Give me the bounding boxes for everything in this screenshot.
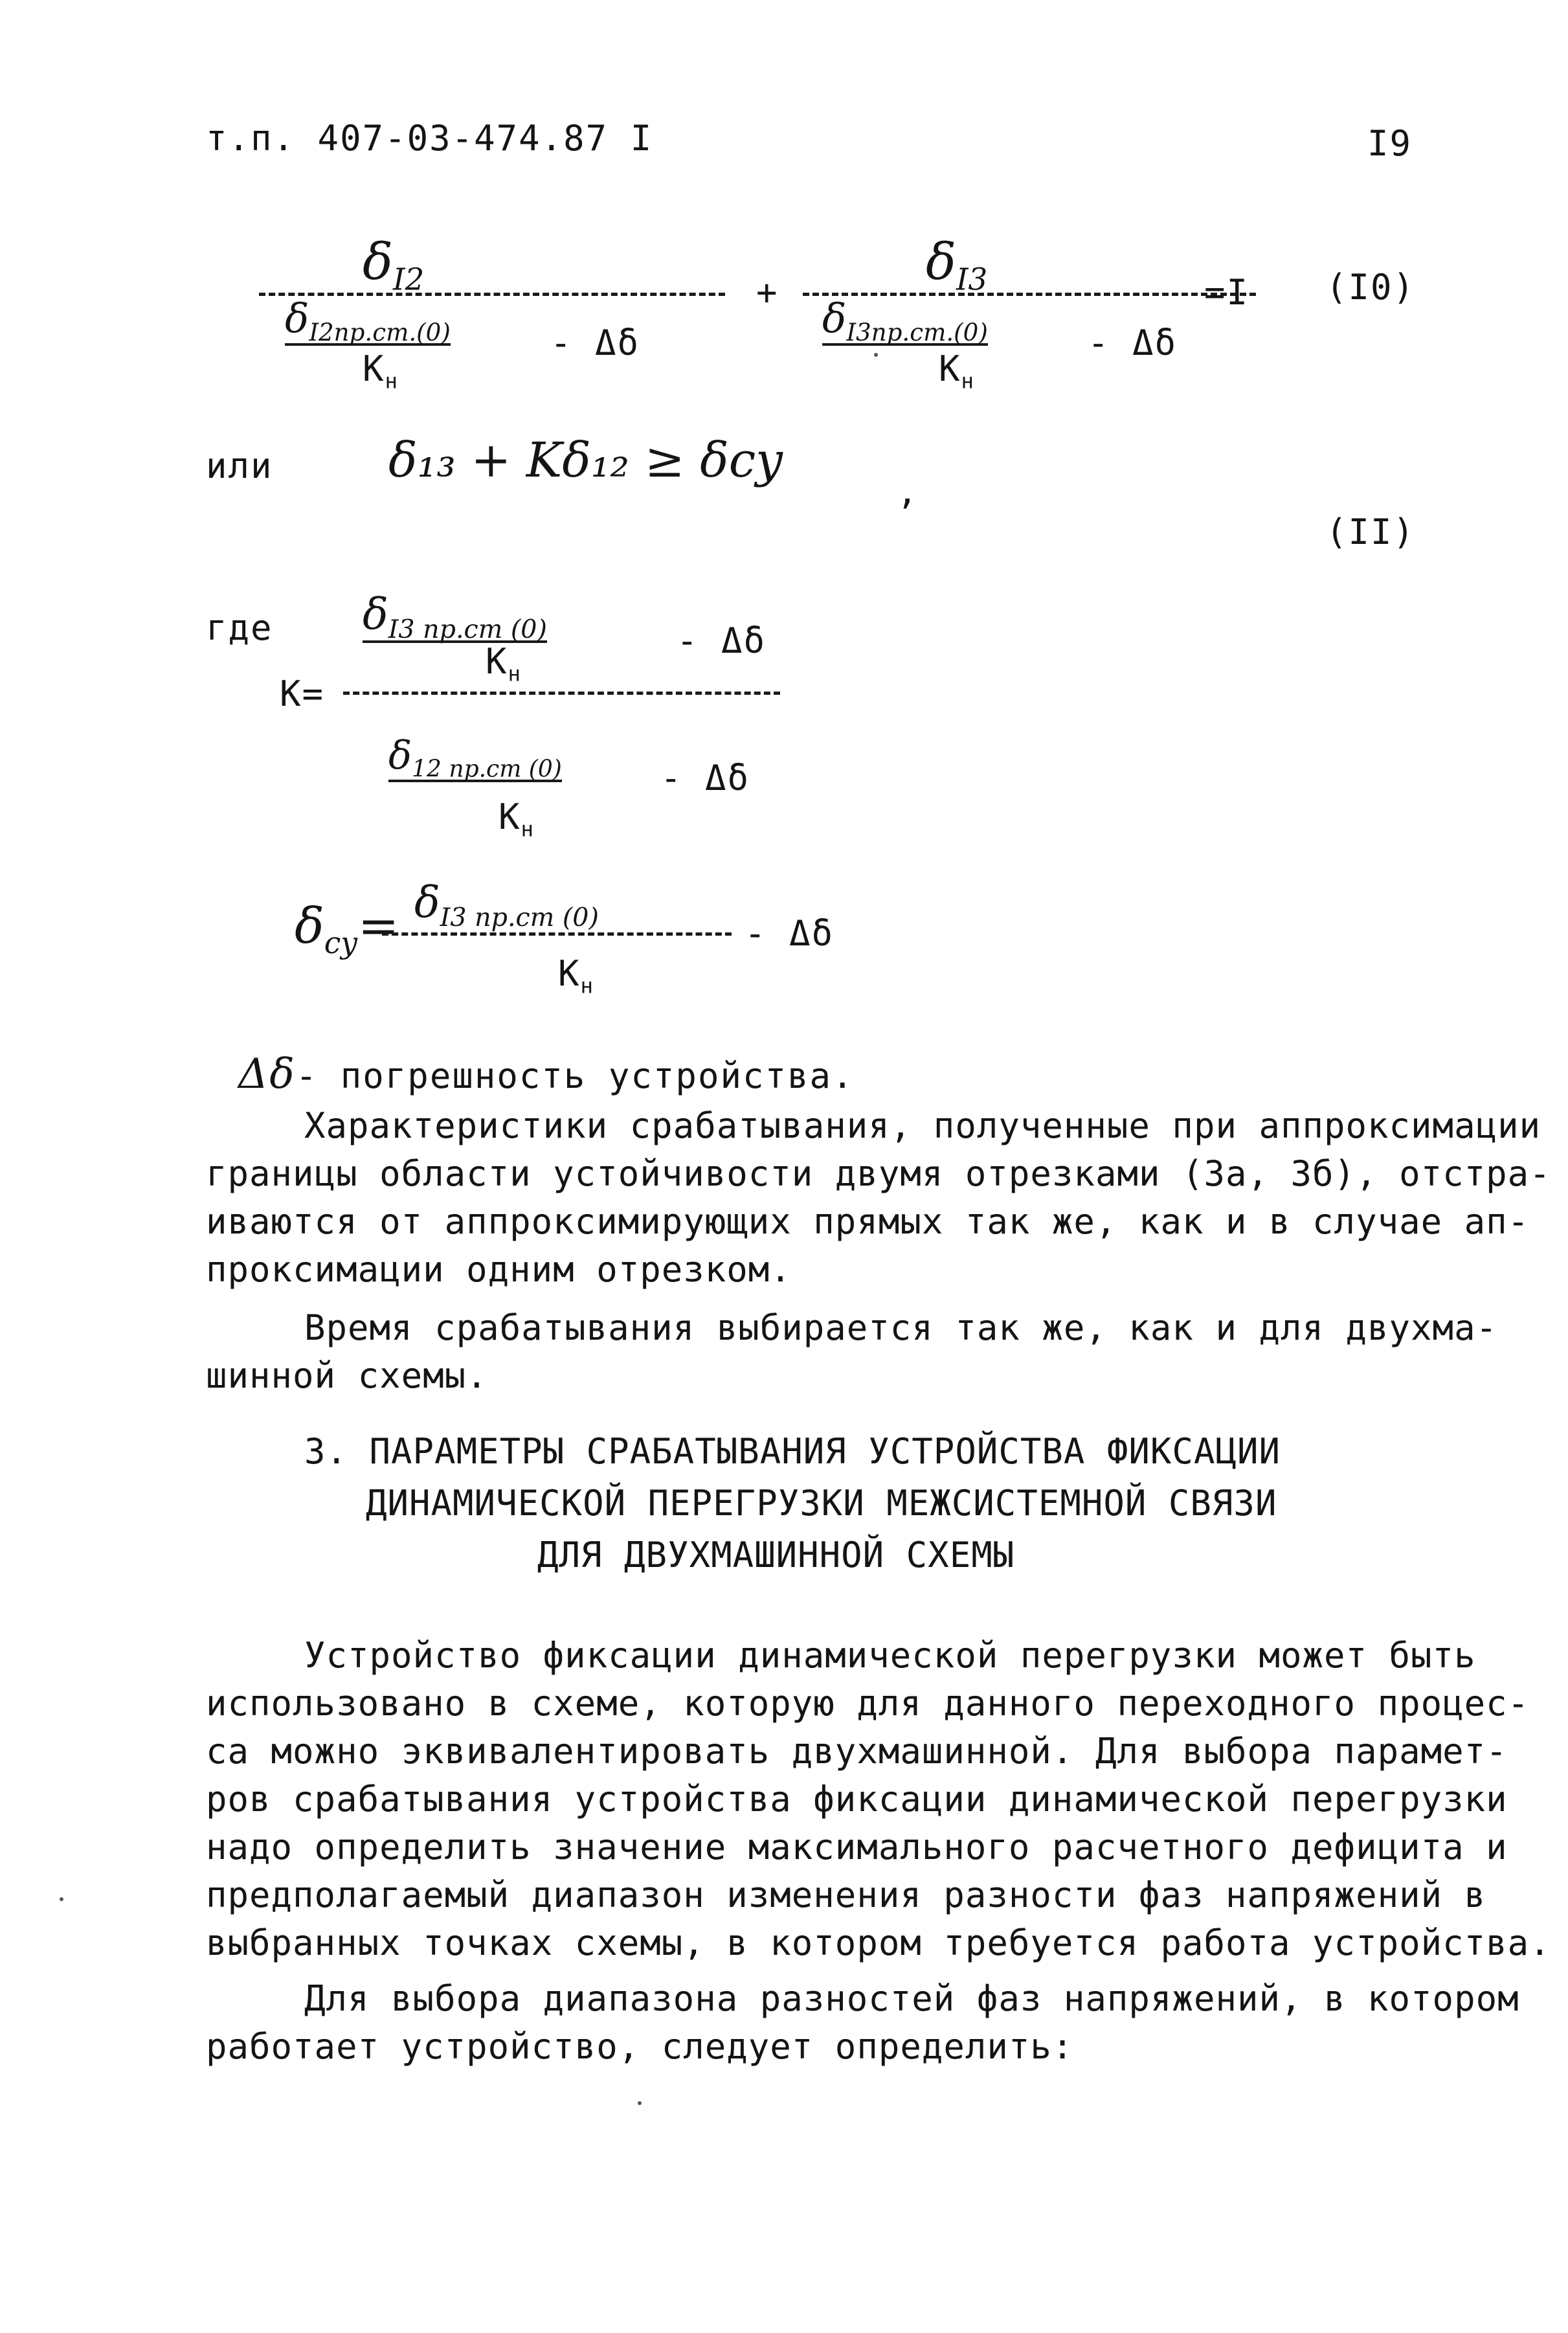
paragraph-2-line: Время срабатывания выбирается так же, как и для двухма- bbox=[304, 1307, 1498, 1348]
paragraph-1-line: проксимации одним отрезком. bbox=[206, 1249, 792, 1290]
paragraph-2 bbox=[206, 1304, 1497, 1400]
scan-speck bbox=[638, 2101, 642, 2105]
paragraph-3-line: Устройство фиксации динамической перегрузки может быть bbox=[304, 1635, 1476, 1676]
formula10-minus-delta-1: - Δδ bbox=[550, 322, 640, 363]
paragraph-4-line: Для выбора диапазона разностей фаз напряжений, в котором bbox=[304, 1978, 1519, 2019]
formula-k-main-fraction-line bbox=[343, 692, 780, 695]
page-number: I9 bbox=[1367, 123, 1413, 164]
paragraph-3-line: надо определить значение максимального расчетного дефицита и bbox=[206, 1827, 1508, 1867]
paragraph-4-line: работает устройство, следует определить: bbox=[206, 2026, 1074, 2067]
formula10-kn-1: $К_н$ bbox=[363, 348, 399, 394]
delta-symbol: Δδ bbox=[238, 1050, 296, 1098]
formula10-label: (I0) bbox=[1326, 267, 1416, 308]
paragraph-4 bbox=[206, 1975, 1519, 2071]
formula-k-where: где bbox=[206, 607, 273, 648]
paragraph-3-line: са можно эквивалентировать двухмашинной. Для выбора парамет- bbox=[206, 1731, 1508, 1772]
formula-dsu-kn: $К_н$ bbox=[558, 953, 595, 998]
delta-definition-text: - погрешность устройства. bbox=[295, 1055, 855, 1096]
formula-dsu-minus-delta: - Δδ bbox=[745, 913, 834, 954]
formula11-expression: δ₁₃ + Kδ₁₂ ≥ δсу bbox=[388, 433, 784, 488]
formula-k-bottom-kn: $К_н$ bbox=[498, 796, 535, 842]
formula11-comma: , bbox=[897, 471, 919, 512]
formula-dsu-numerator: $\delta_{I3 пр.ст (0)}$ bbox=[414, 877, 599, 932]
formula10-equals-one: =I bbox=[1204, 272, 1249, 313]
paragraph-1-line: границы области устойчивости двумя отрезками (3а, 3б), отстра- bbox=[206, 1153, 1551, 1194]
document-code: т.п. 407-03-474.87 I bbox=[206, 118, 653, 159]
paragraph-1-line: иваются от аппроксимирующих прямых так же, как и в случае ап- bbox=[206, 1201, 1530, 1242]
section-heading-line-3: ДЛЯ ДВУХМАШИННОЙ СХЕМЫ bbox=[537, 1535, 1015, 1575]
formula-k-bottom-minus-delta: - Δδ bbox=[660, 758, 750, 798]
formula10-den2: $\delta_{I3пр.ст.(0)}$ bbox=[822, 295, 988, 347]
paragraph-3-line: использовано в схеме, которую для данного переходного процес- bbox=[206, 1683, 1530, 1724]
paragraph-2-line: шинной схемы. bbox=[206, 1355, 488, 1396]
section-heading-line-1: 3. ПАРАМЕТРЫ СРАБАТЫВАНИЯ УСТРОЙСТВА ФИКСАЦИИ bbox=[304, 1431, 1281, 1472]
formula-k-equals: К= bbox=[280, 673, 325, 714]
formula11-label: (II) bbox=[1326, 512, 1416, 552]
paragraph-3-line: выбранных точках схемы, в котором требуется работа устройства. bbox=[206, 1922, 1551, 1963]
paragraph-3 bbox=[206, 1632, 1551, 1967]
formula-k-top-kn: $К_н$ bbox=[486, 641, 522, 686]
formula-k-top-minus-delta: - Δδ bbox=[677, 620, 767, 661]
paragraph-1-line: Характеристики срабатывания, полученные при аппроксимации bbox=[304, 1105, 1541, 1146]
formula-k-bottom-numerator: $\delta_{12 пр.ст (0)}$ bbox=[388, 733, 562, 783]
formula11-prefix: или bbox=[206, 445, 273, 486]
scan-speck bbox=[60, 1897, 63, 1901]
formula-dsu-fraction-line bbox=[382, 932, 732, 936]
formula10-minus-delta-2: - Δδ bbox=[1088, 322, 1178, 363]
paragraph-3-line: предполагаемый диапазон изменения разности фаз напряжений в bbox=[206, 1875, 1486, 1915]
paragraph-1 bbox=[206, 1102, 1551, 1294]
formula10-den1: $\delta_{I2пр.ст.(0)}$ bbox=[285, 295, 451, 347]
formula10-kn-2: $К_н$ bbox=[939, 348, 976, 394]
formula-k-top-numerator: $\delta_{I3 пр.ст (0)}$ bbox=[363, 589, 547, 644]
paragraph-3-line: ров срабатывания устройства фиксации динамической перегрузки bbox=[206, 1779, 1508, 1820]
section-heading-line-2: ДИНАМИЧЕСКОЙ ПЕРЕГРУЗКИ МЕЖСИСТЕМНОЙ СВЯЗИ bbox=[366, 1483, 1277, 1524]
delta-definition bbox=[238, 1050, 855, 1098]
formula10-num2: $\delta_{I3}$ bbox=[926, 233, 988, 298]
formula-dsu-lhs: $\delta_{су}=$ bbox=[295, 897, 399, 960]
scan-speck bbox=[874, 353, 878, 357]
formula10-num1: $\delta_{I2}$ bbox=[363, 233, 425, 298]
formula10-plus: + bbox=[756, 272, 779, 313]
